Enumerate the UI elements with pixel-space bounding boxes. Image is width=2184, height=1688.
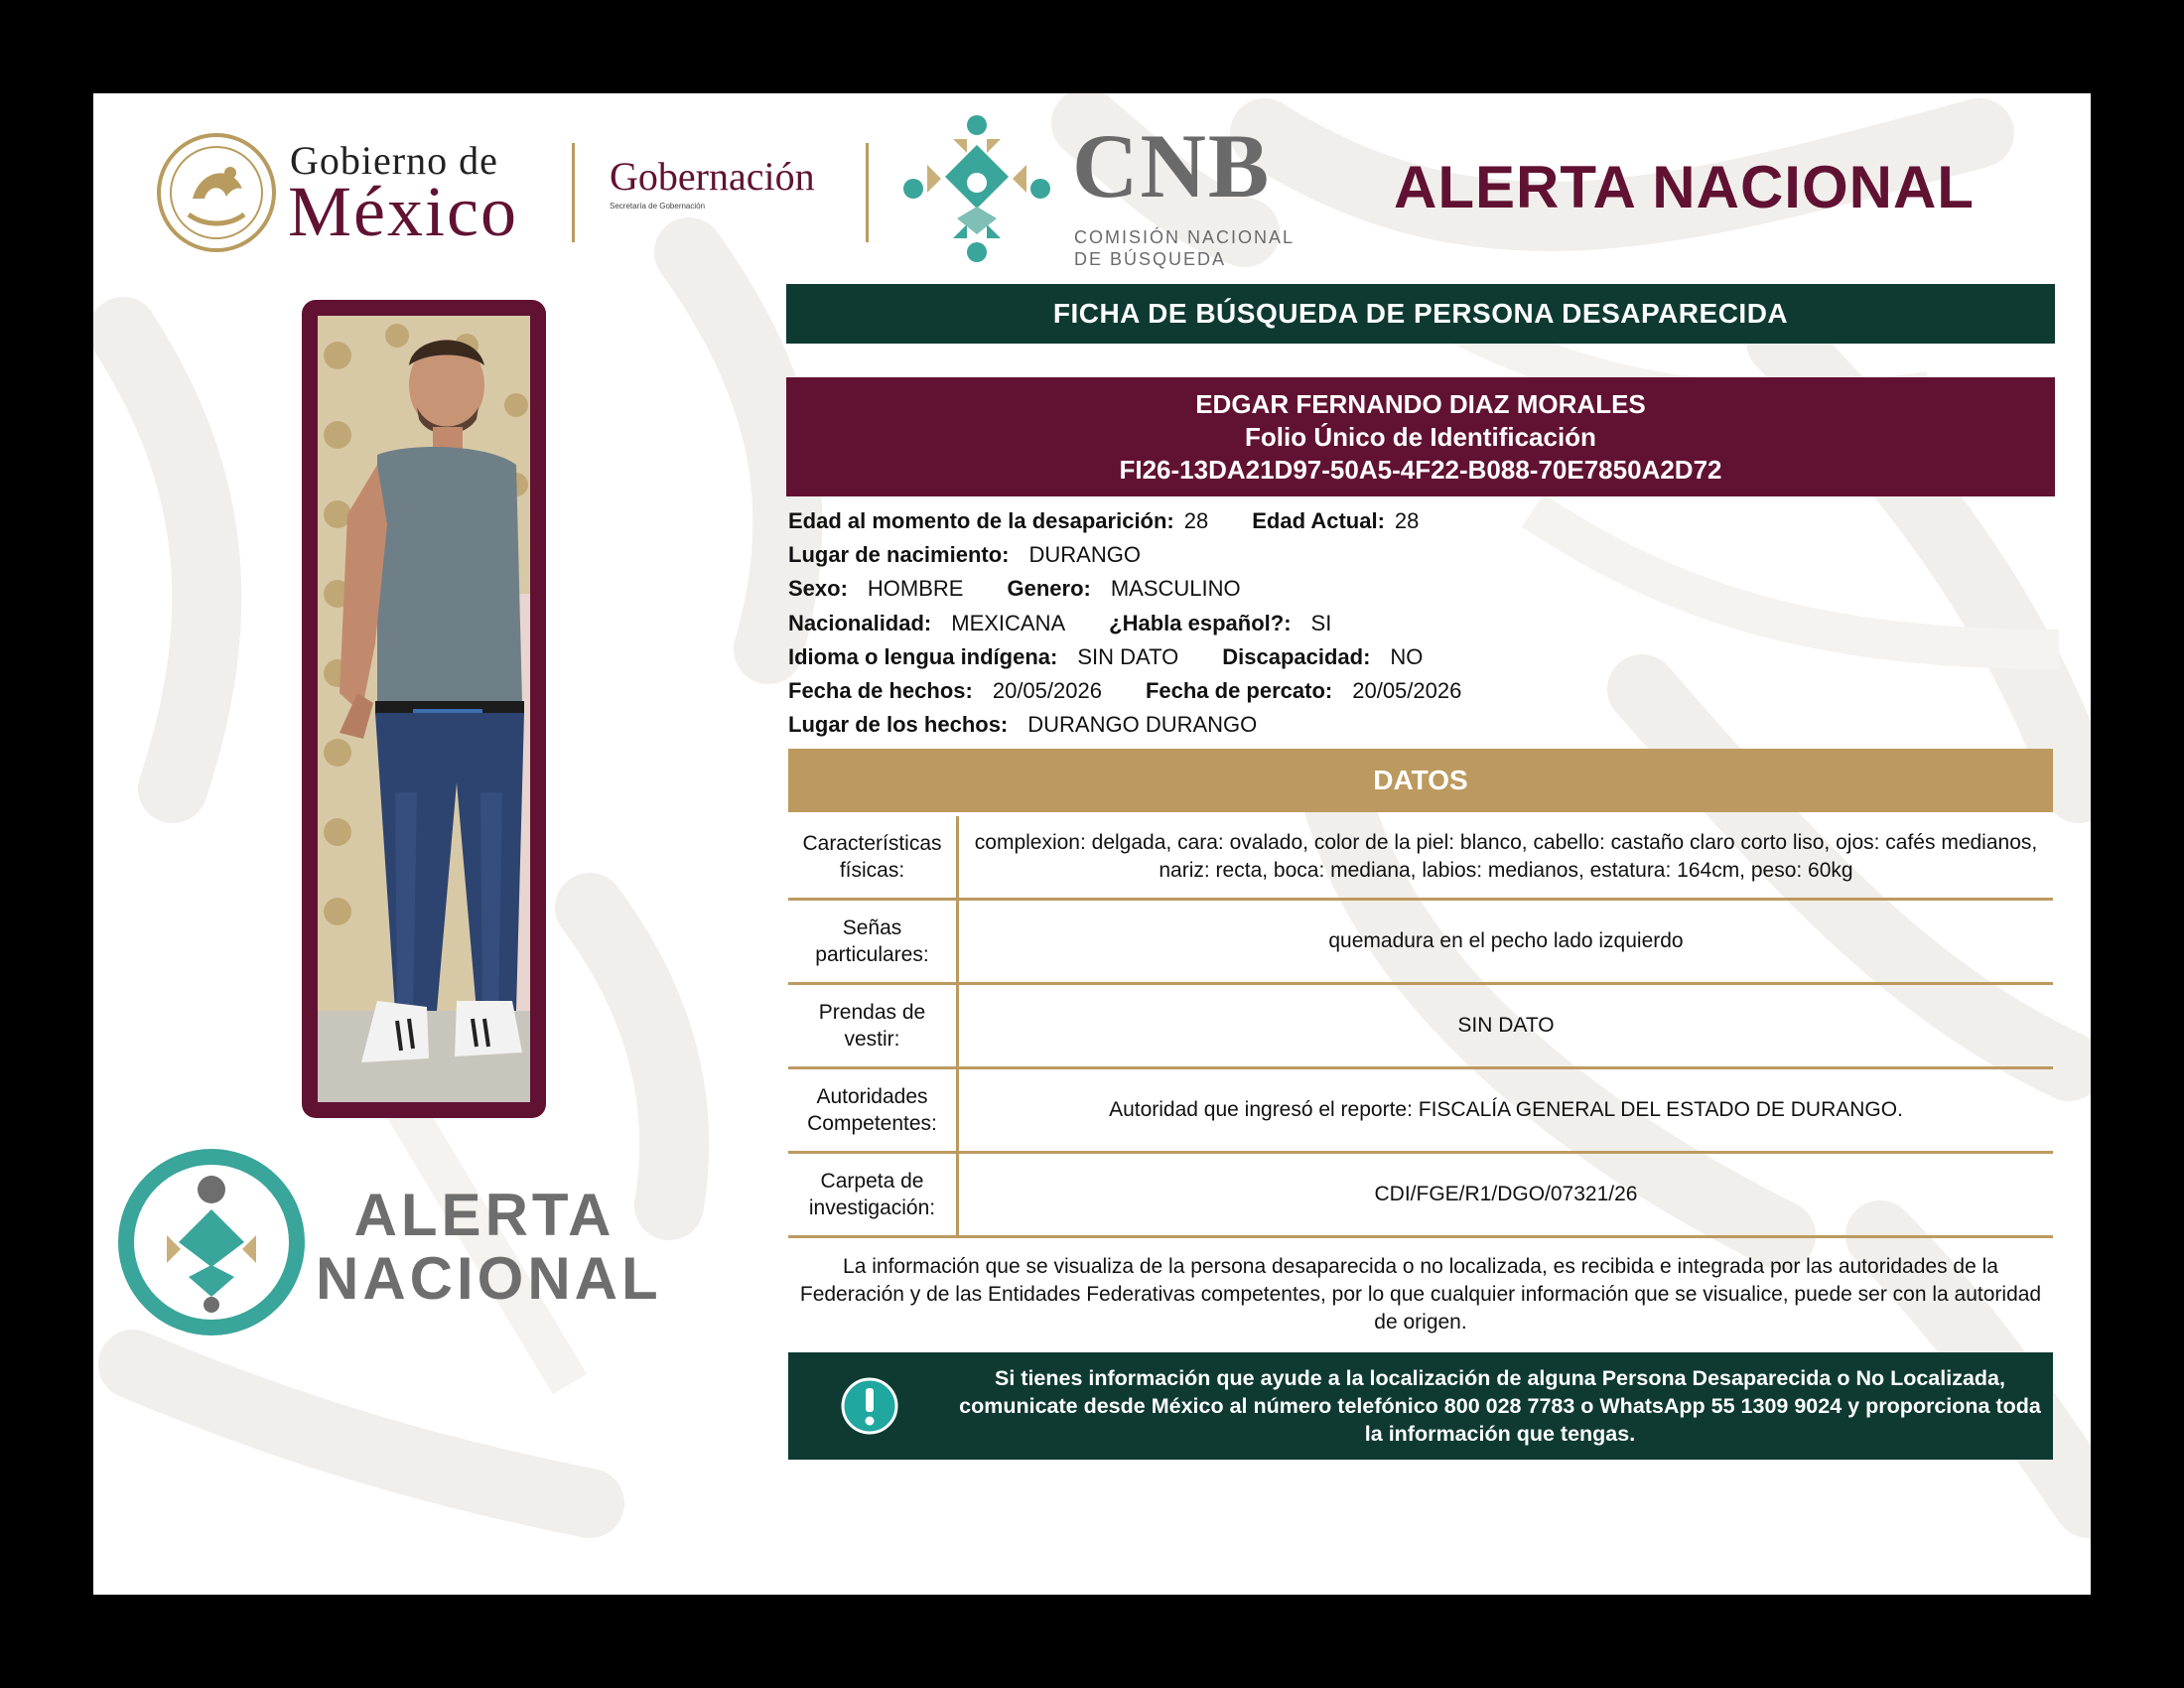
idioma-label: Idioma o lengua indígena: [788,643,1058,669]
datos-row-caracteristicas [788,816,2053,901]
person-photo-frame [302,300,546,1118]
person-name-bar [786,377,2055,496]
cnb-logo [897,109,1314,278]
folio-label: Folio Único de Identificación [1245,421,1596,452]
info-row-nacionalidad [788,611,2049,644]
habla-espanol-value: SI [1310,610,1332,635]
ficha-title-bar: FICHA DE BÚSQUEDA DE PERSONA DESAPARECIDA [786,284,2055,344]
person-name: EDGAR FERNANDO DIAZ MORALES [1195,388,1646,419]
info-row-idioma [788,644,2049,678]
datos-value: quemadura en el pecho lado izquierdo [1328,929,1684,952]
contact-text: Si tienes información que ayude a la localización de alguna Persona Desaparecida o No Localizada, comunicate desde México al número telefónico 800 028 7783 o WhatsApp 55 1309 9024 y proporciona toda la información que tengas. [959,1366,2041,1446]
alert-document [93,93,2091,1595]
cnb-subtitle-line1: COMISIÓN NACIONAL [1074,227,1296,247]
lugar-hechos-label: Lugar de los hechos: [788,712,1009,738]
person-info [788,508,2049,746]
gobierno-de-mexico-logo [153,129,669,278]
cnb-subtitle-line2: DE BÚSQUEDA [1074,249,1227,269]
alerta-nacional-logo [117,1148,673,1346]
datos-value: CDI/FGE/R1/DGO/07321/26 [1374,1183,1638,1205]
datos-label: Señas particulares: [788,901,959,982]
lugar-nacimiento-label: Lugar de nacimiento: [788,542,1010,568]
gobernacion-logo [610,153,815,211]
sexo-value: HOMBRE [867,576,964,602]
datos-value: SIN DATO [1457,1014,1555,1037]
datos-value: complexion: delgada, cara: ovalado, color de la piel: blanco, cabello: castaño claro corto liso, ojos: cafés medianos, nariz: recta, boca: mediana, labios: medianos, estatura: 164cm, peso: 60kg [974,831,2038,882]
discapacidad-value: NO [1390,643,1424,669]
disclaimer-text: La información que se visualiza de la persona desaparecida o no localizada, es recibida e integrada por las autoridades de la Federación y de las Entidades Federativas competentes, por lo que cualquier información que se visualice, puede ser con la autoridad de origen. [799,1255,2042,1334]
fecha-hechos-value: 20/05/2026 [992,677,1102,703]
lugar-nacimiento-value: DURANGO [1028,542,1141,568]
lugar-hechos-value: DURANGO DURANGO [1027,712,1258,738]
fecha-percato-label: Fecha de percato: [1145,677,1333,703]
person-photo [318,316,530,1102]
mexico-text: México [288,172,518,251]
info-row-lugar-hechos [788,712,2049,746]
header-divider [572,143,575,242]
alerta-nacional-title: ALERTA NACIONAL [1394,154,1975,220]
sexo-label: Sexo: [788,576,848,602]
national-seal-icon [153,129,280,256]
habla-espanol-label: ¿Habla español?: [1109,610,1292,635]
nacionalidad-label: Nacionalidad: [788,610,932,635]
gobierno-text: Gobierno de [290,138,498,183]
info-row-nacimiento [788,542,2049,576]
gobernacion-text: Gobernación [610,154,815,199]
info-row-fechas [788,678,2049,712]
cnb-emblem-icon [897,109,1056,268]
edad-actual-label: Edad Actual: [1252,508,1385,533]
nacionalidad-value: MEXICANA [951,610,1066,635]
info-row-edad [788,508,2049,542]
datos-row-carpeta [788,1154,2053,1238]
exclamation-icon [840,1376,899,1436]
datos-label: Carpeta de investigación: [788,1154,959,1235]
alerta-nacional-logo-text [316,1182,662,1312]
genero-label: Genero: [1007,576,1091,602]
datos-label: Autoridades Competentes: [788,1069,959,1151]
folio-value: FI26-13DA21D97-50A5-4F22-B088-70E7850A2D72 [1119,454,1722,485]
datos-row-senas [788,901,2053,985]
alerta-logo-line1: ALERTA [353,1182,615,1248]
info-row-sexo [788,576,2049,610]
datos-row-prendas [788,985,2053,1069]
datos-row-autoridades [788,1069,2053,1154]
edad-desaparicion-value: 28 [1183,508,1209,533]
datos-table [788,816,2053,1238]
header-divider [866,143,869,242]
datos-value: Autoridad que ingresó el reporte: FISCALÍA GENERAL DEL ESTADO DE DURANGO. [1109,1098,1903,1121]
idioma-value: SIN DATO [1077,643,1179,669]
alerta-logo-line2: NACIONAL [316,1245,662,1312]
alerta-nacional-emblem-icon [117,1148,306,1336]
fecha-percato-value: 20/05/2026 [1352,677,1462,703]
datos-label: Prendas de vestir: [788,985,959,1066]
datos-header: DATOS [788,749,2053,812]
gobernacion-subtext: Secretaría de Gobernación [610,202,706,211]
discapacidad-label: Discapacidad: [1222,643,1371,669]
datos-label: Características físicas: [788,816,959,898]
edad-desaparicion-label: Edad al momento de la desaparición: [788,508,1174,533]
genero-value: MASCULINO [1110,576,1241,602]
fecha-hechos-label: Fecha de hechos: [788,677,973,703]
edad-actual-value: 28 [1394,508,1420,533]
contact-bar [788,1352,2053,1460]
cnb-text: CNB [1072,115,1272,216]
cnb-subtitle [1074,226,1332,270]
